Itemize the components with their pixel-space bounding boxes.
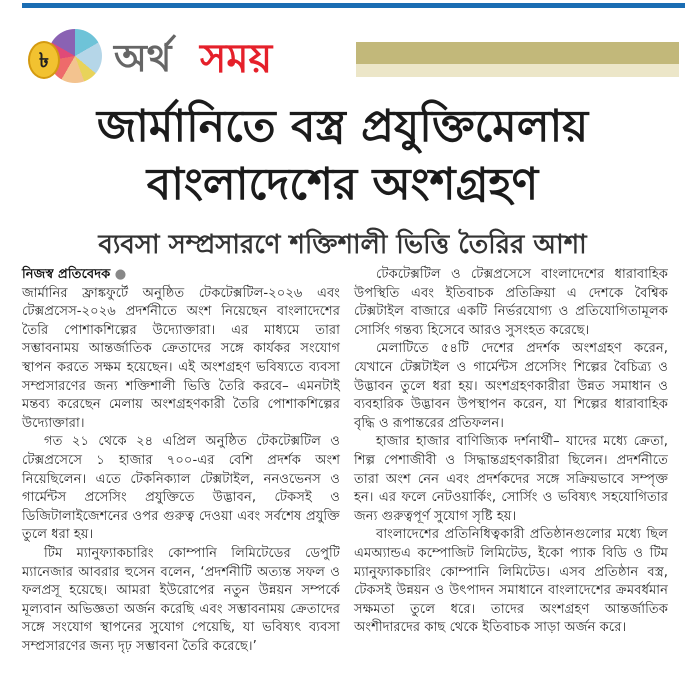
subheadline: ব্যবসা সম্প্রসারণে শক্তিশালী ভিত্তি তৈরির আশা <box>98 230 587 260</box>
paragraph: মেলাটিতে ৫৪টি দেশের প্রদর্শক অংশগ্রহণ করেন, যেখানে টেক্সটাইল ও গার্মেন্টস প্রসেসিং শিল্পের বৈচিত্র্য ও উদ্ভাবন তুলে ধরা হয়। অংশগ্রহণকারীরা উন্নত সমাধান ও ব্যবহারিক উদ্ভাবন উপস্থাপন করেন, যা শিল্পের ধারাবাহিক বৃদ্ধি ও রূপান্তরের প্রতিফলন। <box>354 341 668 431</box>
article-column-right <box>354 266 668 638</box>
byline-text: নিজস্ব প্রতিবেদক <box>22 267 111 282</box>
headline-line-2: বাংলাদেশের অংশগ্রহণ <box>146 159 539 210</box>
brand-name-part2: সময় <box>200 36 273 82</box>
paragraph: জার্মানির ফ্রাঙ্কফুর্টে অনুষ্ঠিত টেকটেক্সটিল-২০২৬ এবং টেক্সপ্রসেস-২০২৬ প্রদর্শনীতে অংশ নিয়েছেন বাংলাদেশের তৈরি পোশাকশিল্পের উদ্যোক্তারা। এর মাধ্যমে তারা সম্ভাবনাময় আন্তর্জাতিক ক্রেতাদের সঙ্গে কার্যকর সংযোগ স্থাপন করতে সক্ষম হয়েছেন। এই অংশগ্রহণ ভবিষ্যতে ব্যবসা সম্প্রসারণের জন্য শক্তিশালী ভিত্তি তৈরি করবে– এমনটাই মন্তব্য করেছেন মেলায় অংশগ্রহণকারী তৈরি পোশাকশিল্পের উদ্যোক্তারা। <box>22 285 340 431</box>
paragraph: টেকটেক্সটিল ও টেক্সপ্রসেসে বাংলাদেশের ধারাবাহিক উপস্থিতি এবং ইতিবাচক প্রতিক্রিয়া এ দেশকে বৈশ্বিক টেক্সটাইল বাজারে একটি নির্ভরযোগ্য ও প্রতিযোগিতামূলক সোর্সিং গন্তব্য হিসেবে আরও সুসংহত করেছে। <box>354 267 668 338</box>
top-rule <box>22 3 685 8</box>
decorative-band <box>356 42 679 77</box>
headline <box>0 98 685 214</box>
brand-name-part1: অর্থ <box>114 36 172 80</box>
article-column-left <box>22 266 340 656</box>
masthead <box>22 25 685 85</box>
taka-coin-icon: ৳ <box>28 41 60 79</box>
paragraph: বাংলাদেশের প্রতিনিধিত্বকারী প্রতিষ্ঠানগুলোর মধ্যে ছিল এমঅ্যান্ডএ কম্পোজিট লিমিটেড, ইকো প্যাক বিডি ও টিম ম্যানুফ্যাকচারিং কোম্পানি লিমিটেড। এসব প্রতিষ্ঠান বস্ত্র, টেকসই উন্নয়ন ও উৎপাদন সমাধানে বাংলাদেশের ক্রমবর্ধমান সক্ষমতা তুলে ধরে। তাদের অংশগ্রহণ আন্তর্জাতিক অংশীদারদের কাছ থেকে ইতিবাচক সাড়া অর্জন করে। <box>354 527 668 636</box>
byline <box>22 266 340 285</box>
paragraph: হাজার হাজার বাণিজ্যিক দর্শনার্থী– যাদের মধ্যে ক্রেতা, শিল্প পেশাজীবী ও সিদ্ধান্তগ্রহণকারীরা ছিলেন। প্রদর্শনীতে তারা অংশ নেন এবং প্রদর্শকদের সঙ্গে সক্রিয়ভাবে সম্পৃক্ত হন। এর ফলে নেটওয়ার্কিং, সোর্সিং ও ভবিষ্যৎ সহযোগিতার জন্য গুরুত্বপূর্ণ সুযোগ সৃষ্টি হয়। <box>354 434 668 524</box>
byline-dot-icon: ● <box>114 267 127 282</box>
paragraph: গত ২১ থেকে ২৪ এপ্রিল অনুষ্ঠিত টেকটেক্সটিল ও টেক্সপ্রসেসে ১ হাজার ৭০০-এর বেশি প্রদর্শক অংশ নিয়েছিলেন। এতে টেকনিক্যাল টেক্সটাইল, ননওভেনস ও গার্মেন্টস প্রসেসিং প্রযুক্তিতে উদ্ভাবন, টেকসই ও ডিজিটালাইজেশনের ওপর গুরুত্ব দেওয়া এবং সর্বশেষ প্রযুক্তি তুলে ধরা হয়। <box>22 434 340 543</box>
headline-line-1: জার্মানিতে বস্ত্র প্রযুক্তিমেলায় <box>96 101 589 152</box>
paragraph: টিম ম্যানুফ্যাকচারিং কোম্পানি লিমিটেডের ডেপুটি ম্যানেজার আবরার হুসেন বলেন, ‘প্রদর্শনীটি অত্যন্ত সফল ও ফলপ্রসূ হয়েছে। আমরা ইউরোপের নতুন উন্নয়ন সম্পর্কে মূল্যবান অভিজ্ঞতা অর্জন করেছি এবং সম্ভাবনাময় ক্রেতাদের সঙ্গে সংযোগ স্থাপনের সুযোগ পেয়েছি, যা ভবিষ্যৎ ব্যবসা সম্প্রসারণের জন্য দৃঢ় সম্ভাবনা তৈরি করেছে।’ <box>22 545 340 654</box>
